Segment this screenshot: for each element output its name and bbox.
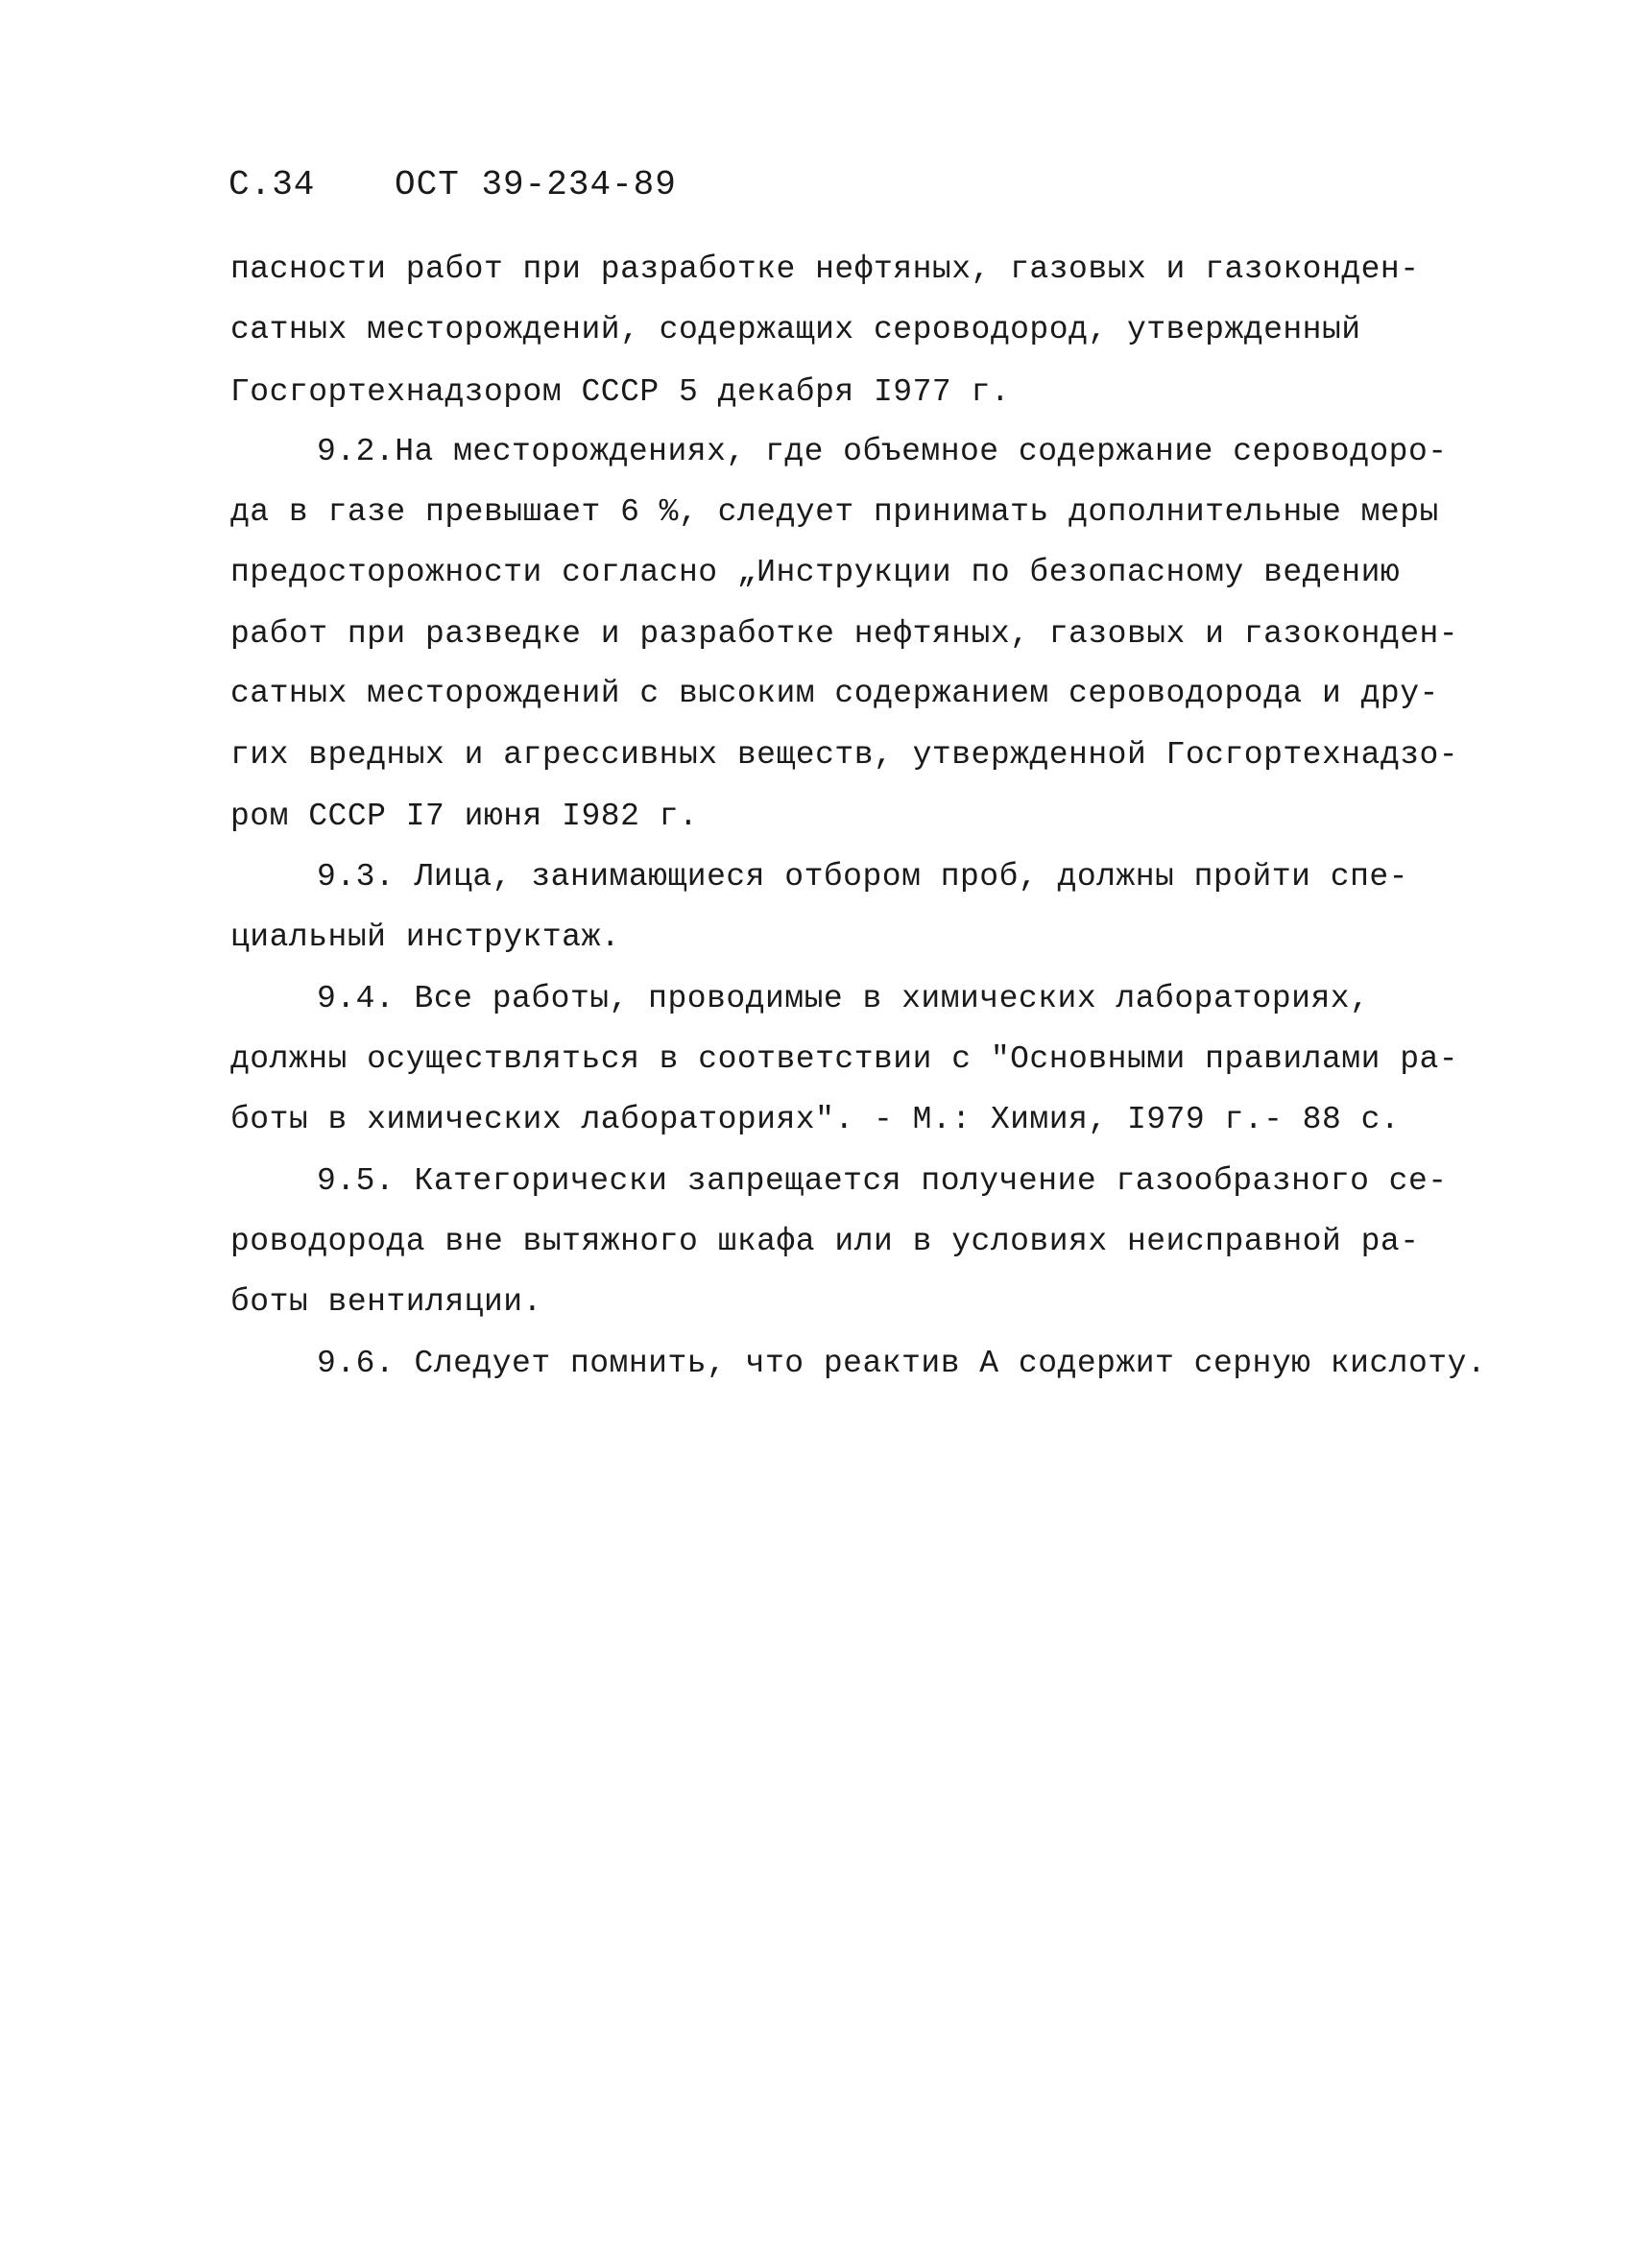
text-line: сатных месторождений с высоким содержанием сероводорода и дру- [230,676,1439,711]
standard-code: ОСТ 39-234-89 [395,165,677,204]
text-line: Госгортехнадзором СССР 5 декабря I977 г. [230,374,1011,410]
text-line: ром СССР I7 июня I982 г. [230,799,699,834]
text-line: боты в химических лабораториях". - М.: Химия, I979 г.- 88 с. [230,1102,1401,1137]
text-line: 9.3. Лица, занимающиеся отбором проб, должны пройти спе- [317,859,1408,895]
text-line: циальный инструктаж. [230,919,621,955]
text-line: 9.4. Все работы, проводимые в химических лабораториях, [317,981,1370,1016]
text-line: сатных месторождений, содержащих сероводород, утвержденный [230,312,1361,347]
page-number: С.34 [228,165,316,204]
text-line: роводорода вне вытяжного шкафа или в условиях неисправной ра- [230,1224,1420,1259]
text-line: предосторожности согласно „Инструкции по безопасному ведению [230,555,1401,590]
text-line: боты вентиляции. [230,1284,542,1320]
text-line: пасности работ при разработке нефтяных, газовых и газоконден- [230,251,1420,287]
text-line: да в газе превышает 6 %, следует принимать дополнительные меры [230,494,1439,530]
text-line: гих вредных и агрессивных веществ, утвержденной Госгортехнадзо- [230,737,1459,773]
page-header [228,165,677,204]
text-line: 9.6. Следует помнить, что реактив А содержит серную кислоту. [317,1346,1487,1381]
text-line: 9.5. Категорически запрещается получение газообразного се- [317,1163,1448,1199]
text-line: работ при разведке и разработке нефтяных, газовых и газоконден- [230,616,1459,652]
text-line: 9.2.На месторождениях, где объемное содержание сероводоро- [317,434,1448,469]
text-line: должны осуществляться в соответствии с "Основными правилами ра- [230,1041,1459,1077]
